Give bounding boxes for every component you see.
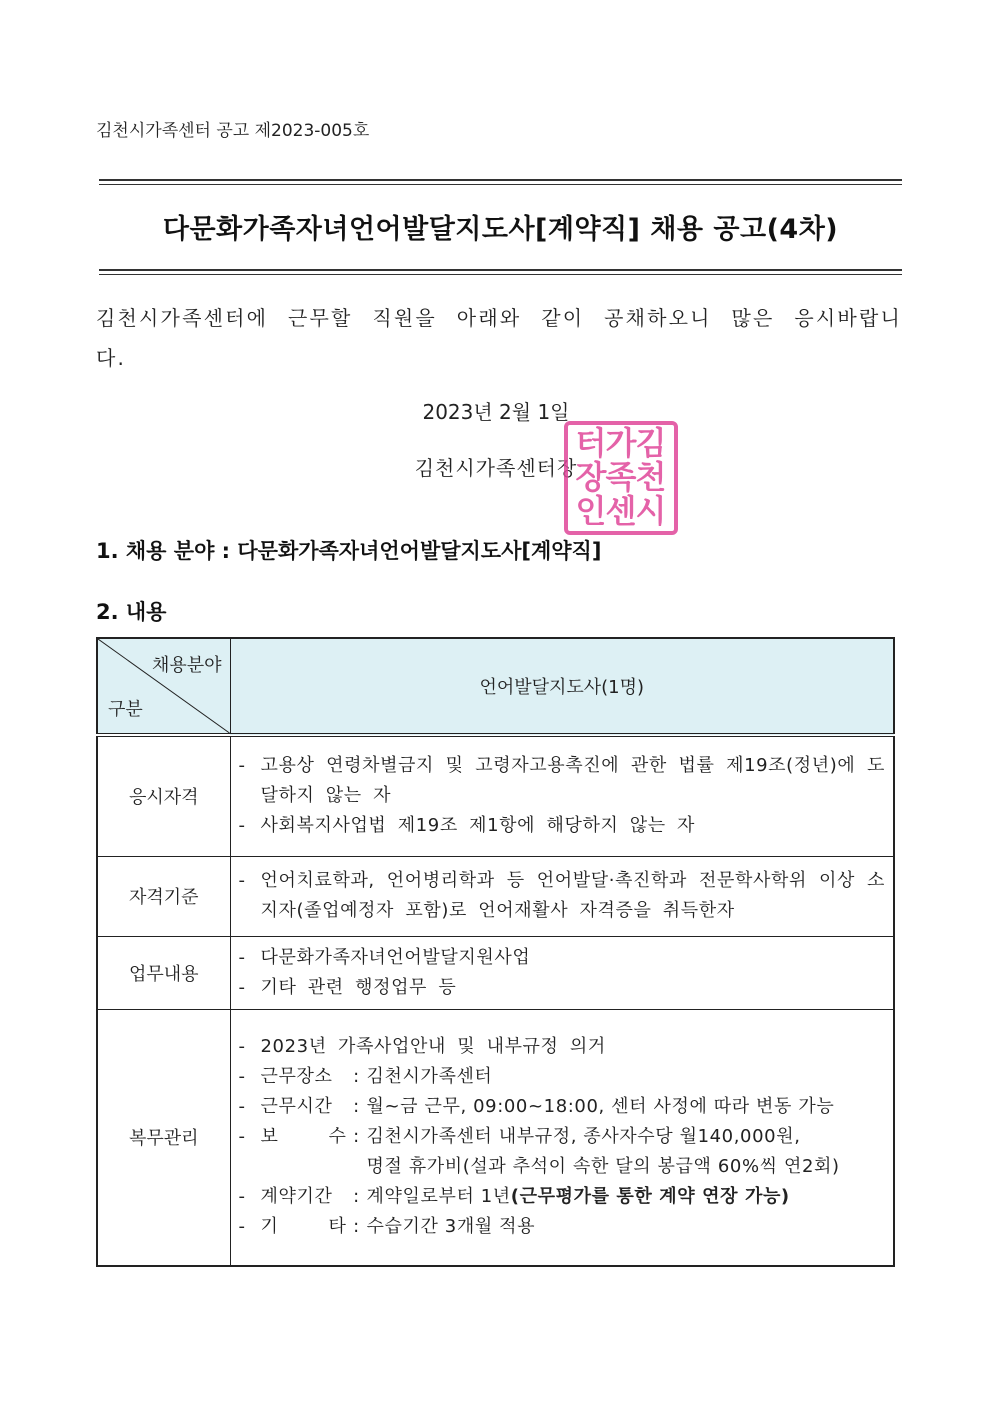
recruitment-table [96, 637, 895, 1267]
list-item: - 다문화가족자녀언어발달지원사업 [238, 946, 531, 968]
list-item: - 계약기간 : 계약일로부터 1년(근무평가를 통한 계약 연장 가능) [238, 1186, 790, 1208]
row-content [230, 936, 894, 1009]
row-content [230, 735, 894, 856]
seal-char: 시 [635, 492, 667, 530]
seal-char: 천 [635, 458, 667, 496]
issuer-name: 김천시가족센터장 [414, 456, 578, 480]
official-seal [563, 420, 679, 536]
list-item: - 근무장소 : 김천시가족센터 [238, 1066, 493, 1088]
seal-char: 가 [605, 424, 637, 462]
table-row [97, 1009, 894, 1266]
seal-char: 족 [605, 458, 637, 496]
list-item: - 기 타 : 수습기간 3개월 적용 [238, 1216, 536, 1238]
table-row [97, 856, 894, 936]
row-label: 응시자격 [97, 735, 230, 856]
title-bottom-rule [99, 269, 902, 275]
diagonal-header-cell [97, 638, 230, 735]
section-2-heading: 2. 내용 [96, 600, 167, 624]
row-label: 자격기준 [97, 856, 230, 936]
table-row [97, 735, 894, 856]
seal-char: 센 [605, 492, 637, 530]
document-number: 김천시가족센터 공고 제2023-005호 [96, 121, 370, 141]
list-item: - 고용상 연령차별금지 및 고령자고용촉진에 관한 법률 제19조(정년)에 도달하지 않는 자 [238, 755, 885, 807]
seal-char: 김 [635, 424, 667, 462]
row-content [230, 856, 894, 936]
row-label: 복무관리 [97, 1009, 230, 1266]
intro-paragraph: 김천시가족센터에 근무할 직원을 아래와 같이 공채하오니 많은 응시바랍니다. [96, 306, 902, 370]
list-item: - 근무시간 : 월~금 근무, 09:00~18:00, 센터 사정에 따라 변동 가능 [238, 1096, 835, 1118]
table-header-row [97, 638, 894, 735]
row-label: 업무내용 [97, 936, 230, 1009]
corner-top-label: 채용분야 [151, 655, 222, 676]
seal-char: 터 [575, 424, 607, 462]
announcement-date: 2023년 2월 1일 [422, 400, 570, 424]
list-item: - 사회복지사업법 제19조 제1항에 해당하지 않는 자 [238, 815, 696, 837]
row-content [230, 1009, 894, 1266]
section-1-heading: 1. 채용 분야 : 다문화가족자녀언어발달지도사[계약직] [96, 539, 602, 563]
list-item-continuation: 명절 휴가비(설과 추석이 속한 달의 봉급액 60%씩 연2회) [366, 1156, 840, 1178]
list-item: - 보 수 : 김천시가족센터 내부규정, 종사자수당 월140,000원, [238, 1126, 801, 1148]
corner-bottom-label: 구분 [108, 699, 143, 720]
page-title: 다문화가족자녀언어발달지도사[계약직] 채용 공고(4차) [162, 214, 839, 245]
list-item: - 기타 관련 행정업무 등 [238, 976, 457, 998]
column-header: 언어발달지도사(1명) [230, 638, 894, 735]
seal-char: 인 [575, 492, 607, 530]
table-row [97, 936, 894, 1009]
list-item: - 언어치료학과, 언어병리학과 등 언어발달·촉진학과 전문학사학위 이상 소지자(졸업예정자 포함)로 언어재활사 자격증을 취득한자 [238, 870, 885, 921]
seal-char: 장 [575, 458, 607, 496]
title-top-rule [99, 179, 902, 185]
list-item: - 2023년 가족사업안내 및 내부규정 의거 [238, 1036, 606, 1058]
